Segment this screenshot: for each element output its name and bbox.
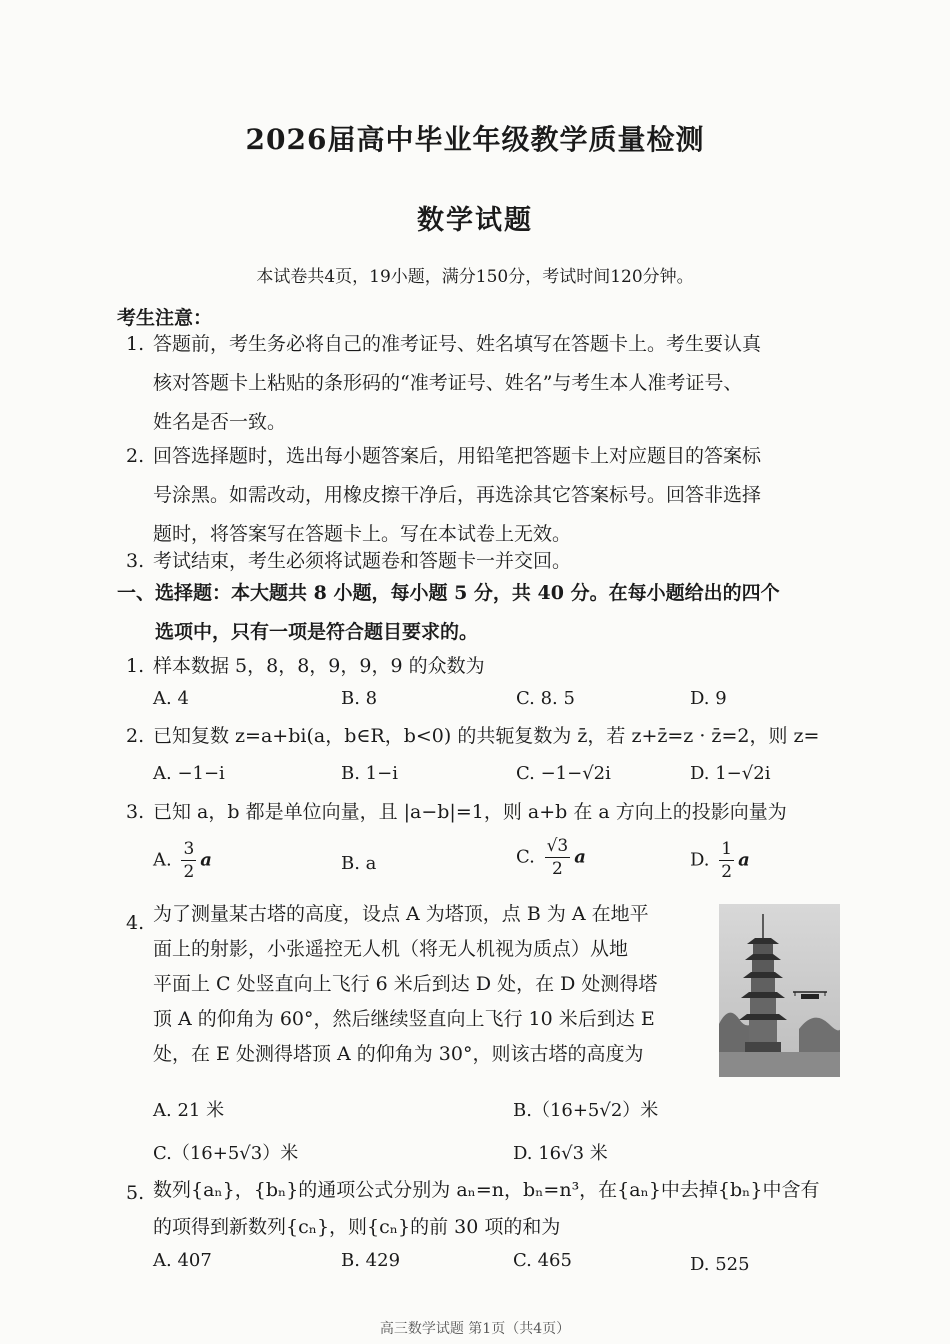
q5-stem	[153, 1172, 819, 1246]
exam-subtitle: 数学试题	[417, 205, 533, 236]
q1-option-c: C. 8. 5	[516, 688, 575, 709]
q5-stem-line-2: 的项得到新数列{cₙ}，则{cₙ}的前 30 项的和为	[153, 1216, 561, 1238]
q3-option-d-numerator: 1	[721, 839, 733, 859]
q3-option-c-fraction	[545, 835, 571, 880]
q3-option-c-vector: a	[574, 846, 586, 868]
q3-number: 3.	[126, 801, 145, 823]
exam-title: 2026届高中毕业年级教学质量检测	[245, 123, 705, 156]
q3-option-a-fraction	[181, 838, 196, 883]
q3-option-c	[516, 835, 586, 880]
notice-item-2-line-2: 号涂黑。如需改动，用橡皮擦干净后，再选涂其它答案标号。回答非选择	[153, 484, 762, 506]
q5-option-b: B. 429	[341, 1250, 401, 1271]
q3-option-d-denominator: 2	[721, 862, 733, 882]
q3-option-d-fraction	[719, 838, 734, 883]
q2-option-c: C. −1−√2i	[516, 763, 611, 784]
q4-stem-line-5: 处，在 E 处测得塔顶 A 的仰角为 30°，则该古塔的高度为	[153, 1043, 644, 1065]
page-footer: 高三数学试题 第1页（共4页）	[379, 1321, 571, 1337]
q1-option-b: B. 8	[341, 688, 378, 709]
section-heading	[117, 574, 857, 652]
notice-item-3-number: 3.	[126, 550, 145, 572]
q3-option-a-vector: a	[200, 849, 212, 871]
q3-option-a-numerator: 3	[183, 839, 195, 859]
exam-intro: 本试卷共4页，19小题，满分150分，考试时间120分钟。	[256, 267, 694, 287]
q5-option-c: C. 465	[513, 1250, 572, 1271]
q3-option-c-label: C.	[516, 846, 535, 868]
pagoda-drone-photo	[719, 904, 840, 1077]
q3-option-a-denominator: 2	[183, 862, 195, 882]
q3-stem: 已知 a，b 都是单位向量，且 |a−b|=1，则 a+b 在 a 方向上的投影向量为	[153, 801, 787, 823]
q3-option-d-vector: a	[738, 849, 750, 871]
q2-number: 2.	[126, 725, 145, 747]
notice-item-1	[153, 325, 761, 442]
notice-item-1-line-1: 答题前，考生务必将自己的准考证号、姓名填写在答题卡上。考生要认真	[153, 333, 762, 355]
notice-item-2-line-3: 题时，将答案写在答题卡上。写在本试卷上无效。	[153, 523, 572, 545]
q1-option-a: A. 4	[153, 688, 189, 709]
notice-heading: 考生注意：	[117, 307, 213, 329]
notice-item-2	[153, 437, 761, 554]
notice-item-2-line-1: 回答选择题时，选出每小题答案后，用铅笔把答题卡上对应题目的答案标	[153, 445, 762, 467]
q3-option-a	[153, 838, 212, 883]
q4-stem-line-3: 平面上 C 处竖直向上飞行 6 米后到达 D 处，在 D 处测得塔	[153, 973, 658, 995]
q4-stem-line-4: 顶 A 的仰角为 60°，然后继续竖直向上飞行 10 米后到达 E	[153, 1008, 655, 1030]
q3-option-d-label: D.	[690, 849, 710, 871]
q2-option-a: A. −1−i	[153, 763, 225, 784]
q5-number: 5.	[126, 1182, 145, 1204]
q5-option-d: D. 525	[690, 1254, 750, 1275]
q5-option-a: A. 407	[153, 1250, 212, 1271]
q4-number: 4.	[126, 912, 145, 934]
notice-item-1-number: 1.	[126, 333, 145, 355]
q2-option-b: B. 1−i	[341, 763, 398, 784]
q1-stem: 样本数据 5，8，8，9，9，9 的众数为	[153, 655, 485, 677]
notice-item-2-number: 2.	[126, 445, 145, 467]
q3-option-c-denominator: 2	[552, 859, 563, 879]
notice-item-3-line-1: 考试结束，考生必须将试题卷和答题卡一并交回。	[153, 550, 572, 572]
q4-option-a: A. 21 米	[153, 1100, 225, 1121]
q4-stem-line-1: 为了测量某古塔的高度，设点 A 为塔顶，点 B 为 A 在地平	[153, 903, 649, 925]
notice-item-1-line-2: 核对答题卡上粘贴的条形码的“准考证号、姓名”与考生本人准考证号、	[153, 372, 743, 394]
q3-option-d	[690, 838, 750, 883]
q3-option-a-label: A.	[153, 849, 172, 871]
q1-option-d: D. 9	[690, 688, 727, 709]
q3-option-b: B. a	[341, 853, 377, 874]
q2-stem: 已知复数 z=a+bi(a，b∈R，b<0) 的共轭复数为 z̄，若 z+z̄=z · z̄=2，则 z=	[153, 725, 820, 747]
q2-option-d: D. 1−√2i	[690, 763, 771, 784]
section-heading-line-1: 一、选择题：本大题共 8 小题，每小题 5 分，共 40 分。在每小题给出的四个	[117, 582, 780, 604]
q4-stem-line-2: 面上的射影，小张遥控无人机（将无人机视为质点）从地	[153, 938, 629, 960]
q4-stem	[153, 897, 657, 1072]
q4-option-d: D. 16√3 米	[513, 1143, 608, 1164]
q1-number: 1.	[126, 655, 145, 677]
section-heading-line-2: 选项中，只有一项是符合题目要求的。	[155, 621, 479, 643]
q3-option-c-numerator: √3	[546, 836, 569, 856]
notice-item-1-line-3: 姓名是否一致。	[153, 411, 287, 433]
q5-stem-line-1: 数列{aₙ}，{bₙ}的通项公式分别为 aₙ=n，bₙ=n³，在{aₙ}中去掉{bₙ}中含有	[153, 1179, 820, 1201]
q4-option-c: C.（16+5√3）米	[153, 1143, 299, 1164]
q4-option-b: B.（16+5√2）米	[513, 1100, 659, 1121]
